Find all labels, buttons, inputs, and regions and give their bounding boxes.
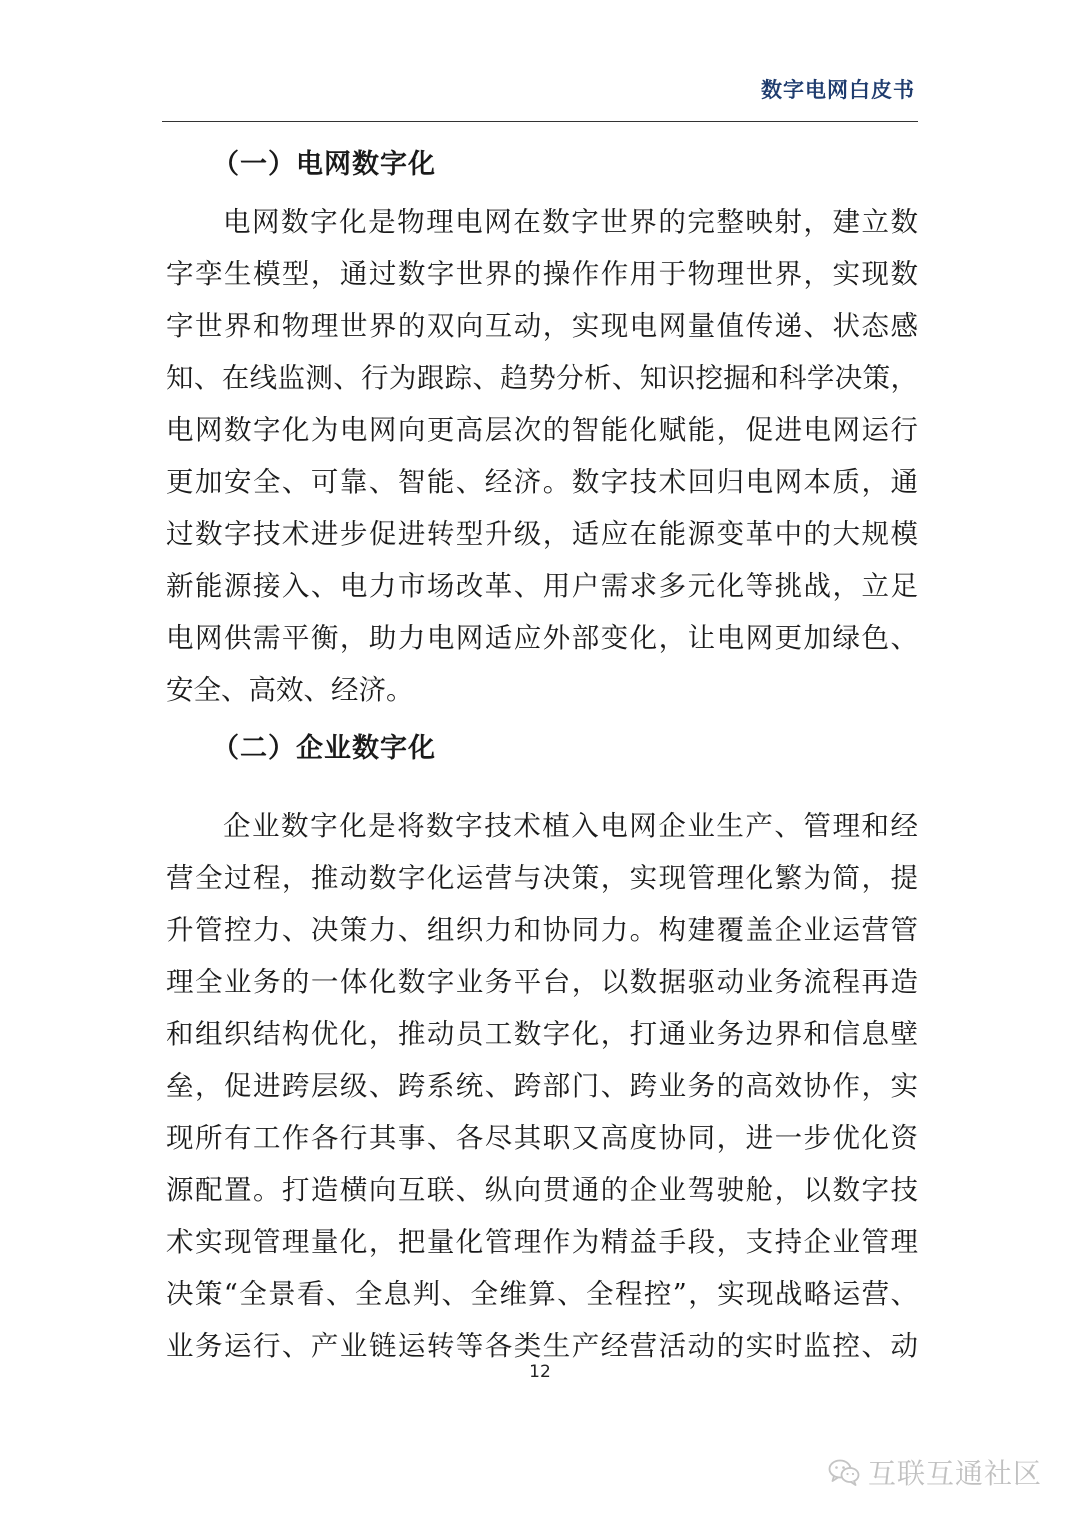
paragraph-line: 营全过程，推动数字化运营与决策，实现管理化繁为简，提 bbox=[166, 862, 918, 894]
running-header-title: 数字电网白皮书 bbox=[761, 78, 915, 102]
watermark bbox=[828, 1452, 1042, 1492]
paragraph-line: 业务运行、产业链运转等各类生产经营活动的实时监控、动 bbox=[166, 1330, 918, 1362]
paragraph-line: 知、在线监测、行为跟踪、趋势分析、知识挖掘和科学决策， bbox=[166, 362, 918, 394]
page-number: 12 bbox=[529, 1362, 551, 1382]
paragraph-line: 字世界和物理世界的双向互动，实现电网量值传递、状态感 bbox=[166, 310, 918, 342]
page-body bbox=[166, 138, 918, 1372]
paragraph-line: 升管控力、决策力、组织力和协同力。构建覆盖企业运营管 bbox=[166, 914, 918, 946]
paragraph-line: 电网供需平衡，助力电网适应外部变化，让电网更加绿色、 bbox=[166, 622, 918, 654]
paragraph-line: 电网数字化是物理电网在数字世界的完整映射，建立数 bbox=[223, 206, 918, 238]
paragraph-line: 更加安全、可靠、智能、经济。数字技术回归电网本质，通 bbox=[166, 466, 918, 498]
watermark-text: 互联互通社区 bbox=[867, 1457, 1042, 1490]
paragraph-line: 决策“全景看、全息判、全维算、全程控”，实现战略运营、 bbox=[166, 1278, 918, 1310]
paragraph-line: 字孪生模型，通过数字世界的操作作用于物理世界，实现数 bbox=[166, 258, 918, 290]
paragraph-line: 理全业务的一体化数字业务平台，以数据驱动业务流程再造 bbox=[166, 966, 918, 998]
paragraph-line: 源配置。打造横向互联、纵向贯通的企业驾驶舱，以数字技 bbox=[166, 1174, 918, 1206]
paragraph-grid-digitalization bbox=[166, 196, 918, 716]
paragraph-line: 企业数字化是将数字技术植入电网企业生产、管理和经 bbox=[223, 810, 918, 842]
paragraph-enterprise-digitalization bbox=[166, 800, 918, 1372]
paragraph-line: 电网数字化为电网向更高层次的智能化赋能，促进电网运行 bbox=[166, 414, 918, 446]
paragraph-line: 现所有工作各行其事、各尽其职又高度协同，进一步优化资 bbox=[166, 1122, 918, 1154]
paragraph-line: 垒，促进跨层级、跨系统、跨部门、跨业务的高效协作，实 bbox=[166, 1070, 918, 1102]
section-heading-enterprise-digitalization: （二）企业数字化 bbox=[212, 733, 436, 764]
paragraph-line: 和组织结构优化，推动员工数字化，打通业务边界和信息壁 bbox=[166, 1018, 918, 1050]
paragraph-line: 过数字技术进步促进转型升级，适应在能源变革中的大规模 bbox=[166, 518, 918, 550]
wechat-icon bbox=[828, 1458, 860, 1486]
paragraph-line: 新能源接入、电力市场改革、用户需求多元化等挑战，立足 bbox=[166, 570, 918, 602]
paragraph-line: 安全、高效、经济。 bbox=[166, 674, 414, 706]
section-heading-grid-digitalization: （一）电网数字化 bbox=[212, 149, 436, 180]
paragraph-line: 术实现管理量化，把量化管理作为精益手段，支持企业管理 bbox=[166, 1226, 918, 1258]
header-divider bbox=[162, 121, 918, 122]
